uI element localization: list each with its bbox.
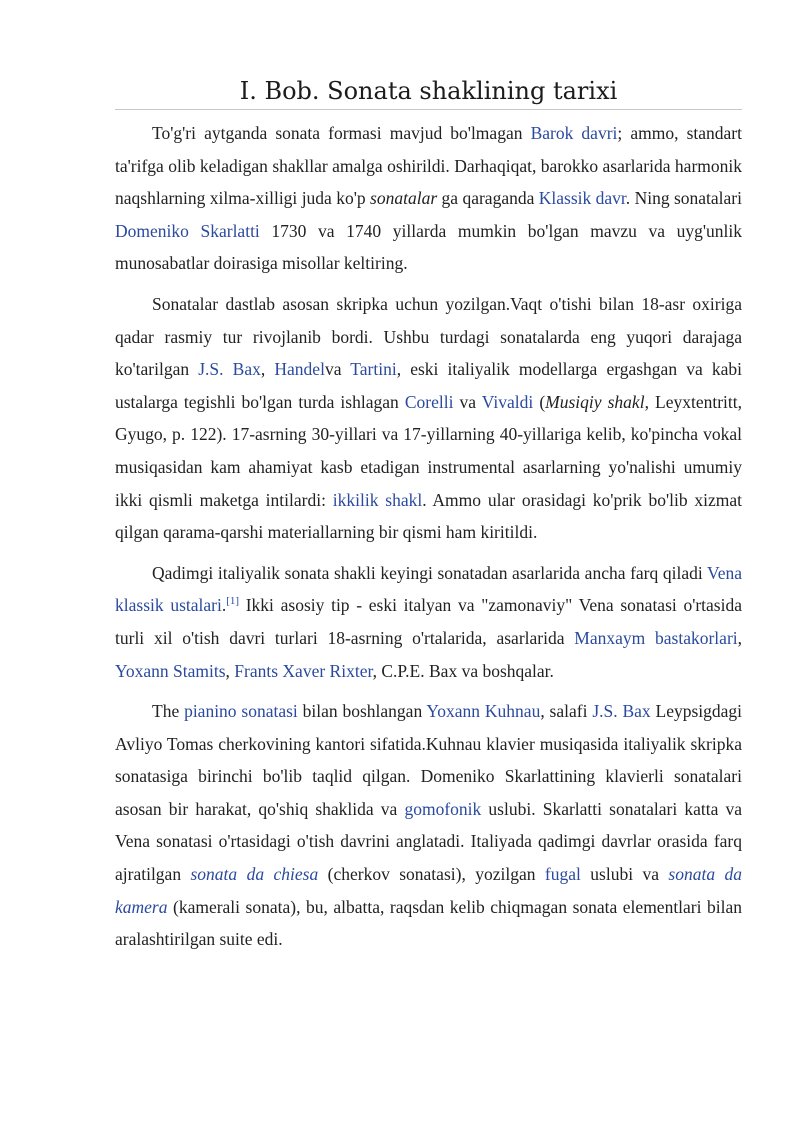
paragraph-2 xyxy=(115,288,742,549)
link-handel[interactable]: Handel xyxy=(274,359,325,380)
text: , xyxy=(260,359,275,380)
text: , xyxy=(737,627,743,648)
link-sonata-da-chiesa[interactable]: sonata da chiesa xyxy=(190,864,319,885)
text: (kamerali sonata), bu, albatta, raqsdan kelib chiqmagan sonata elementlari bilan aralashtirilgan suite edi. xyxy=(115,896,742,950)
text: bilan boshlangan xyxy=(297,701,427,722)
link-pianino-sonatasi[interactable]: pianino sonatasi xyxy=(184,701,298,722)
paragraph-4 xyxy=(115,695,742,956)
text: va xyxy=(453,391,482,412)
link-manxaym-bastakorlari[interactable]: Manxaym bastakorlari xyxy=(574,627,738,648)
text: . Ammo ular orasidagi ko'prik bo'lib xizmat qilgan qarama-qarshi materiallarning bir qismi ham kiritildi. xyxy=(115,489,743,543)
link-ikkilik-shakl[interactable]: ikkilik shakl xyxy=(332,489,423,510)
footnote-ref[interactable]: [1] xyxy=(226,595,240,608)
link-fugal[interactable]: fugal xyxy=(544,864,581,885)
link-sonata-da-kamera[interactable]: sonata da kamera xyxy=(115,864,743,917)
link-frants-xaver-rixter[interactable]: Frants Xaver Rixter xyxy=(234,660,373,681)
link-domeniko-skarlatti[interactable]: Domeniko Skarlatti xyxy=(115,220,260,241)
link-vivaldi[interactable]: Vivaldi xyxy=(481,391,534,412)
text: Ikki asosiy tip - eski italyan va "zamonaviy" Vena sonatasi o'rtasida turli xil o'tish davri turlari 18-asrning o'rtalarida, asarlarida xyxy=(115,595,742,648)
paragraph-3 xyxy=(115,557,742,687)
page-title: I. Bob. Sonata shaklining tarixi xyxy=(115,76,742,110)
italic-text: sonatalar xyxy=(370,188,438,209)
text: To'g'ri aytganda sonata formasi mavjud bo'lmagan xyxy=(152,123,531,143)
text: (cherkov sonatasi), yozilgan xyxy=(318,864,545,885)
text: , salafi xyxy=(540,701,593,722)
text: va xyxy=(324,359,351,380)
text: Leypsigdagi Avliyo Tomas cherkovining kantori sifatida.Kuhnau klavier musiqasida italiyalik skripka sonatasiga birinchi bo'lib taqlid qilgan. Domeniko Skarlattining klavierli sonatalari asosan bir harakat, qo'shiq shaklida va xyxy=(115,701,743,819)
link-barok-davri[interactable]: Barok davri xyxy=(530,123,618,143)
text: . xyxy=(221,595,227,616)
link-js-bax-2[interactable]: J.S. Bax xyxy=(592,701,651,722)
link-tartini[interactable]: Tartini xyxy=(350,359,397,380)
text: Sonatalar dastlab asosan skripka uchun yozilgan.Vaqt o'tishi bilan 18-asr oxiriga qadar rasmiy tur rivojlanib bordi. Ushbu turdagi sonatalarda eng yuqori darajaga ko'tarilgan xyxy=(115,293,742,380)
text: , C.P.E. Bax va boshqalar. xyxy=(372,660,554,681)
text: ; ammo, standart ta'rifga olib keladigan shakllar amalga oshirildi. Darhaqiqat, barokko asarlarida harmonik naqshlarning xilma-xilligi juda ko'p xyxy=(115,123,742,209)
text: , xyxy=(225,660,235,681)
text: uslubi va xyxy=(580,864,669,885)
text: ( xyxy=(533,391,546,412)
link-yoxann-kuhnau[interactable]: Yoxann Kuhnau xyxy=(426,701,541,722)
text: , eski italiyalik modellarga ergashgan va kabi ustalarga tegishli bo'lgan turda ishlagan xyxy=(115,359,742,412)
link-js-bax[interactable]: J.S. Bax xyxy=(198,359,261,380)
text: . Ning sonatalari xyxy=(625,188,742,209)
text: Qadimgi italiyalik sonata shakli keyingi sonatadan asarlarida ancha farq qiladi xyxy=(152,562,708,583)
paragraph-1 xyxy=(115,117,742,280)
text: 1730 va 1740 yillarda mumkin bo'lgan mavzu va uyg'unlik munosabatlar doirasiga misollar keltiring. xyxy=(115,220,742,274)
text: , Leyxtentritt, Gyugo, p. 122). 17-asrning 30-yillari va 17-yillarning 40-yillariga kelib, ko'pincha vokal musiqasidan kam ahamiyat kasb etadigan instrumental asarlarning yo'nalishi umumiy ikki qismli maketga intilardi: xyxy=(115,391,743,510)
link-klassik-davr[interactable]: Klassik davr xyxy=(538,188,626,209)
link-vena-klassik-ustalari[interactable]: Vena klassik ustalari xyxy=(115,562,742,616)
text: ga qaraganda xyxy=(437,188,539,209)
link-yoxann-stamits[interactable]: Yoxann Stamits xyxy=(115,660,226,681)
italic-text: Musiqiy shakl xyxy=(545,391,645,412)
document-page xyxy=(115,0,742,956)
link-gomofonik[interactable]: gomofonik xyxy=(404,798,482,819)
text: The xyxy=(152,701,185,722)
link-corelli[interactable]: Corelli xyxy=(404,391,454,412)
text: uslubi. Skarlatti sonatalari katta va Vena sonatasi o'rtasidagi o'tish davrini anglatadi. Italiyada qadimgi davrlar orasida farq ajratilgan xyxy=(115,798,742,885)
